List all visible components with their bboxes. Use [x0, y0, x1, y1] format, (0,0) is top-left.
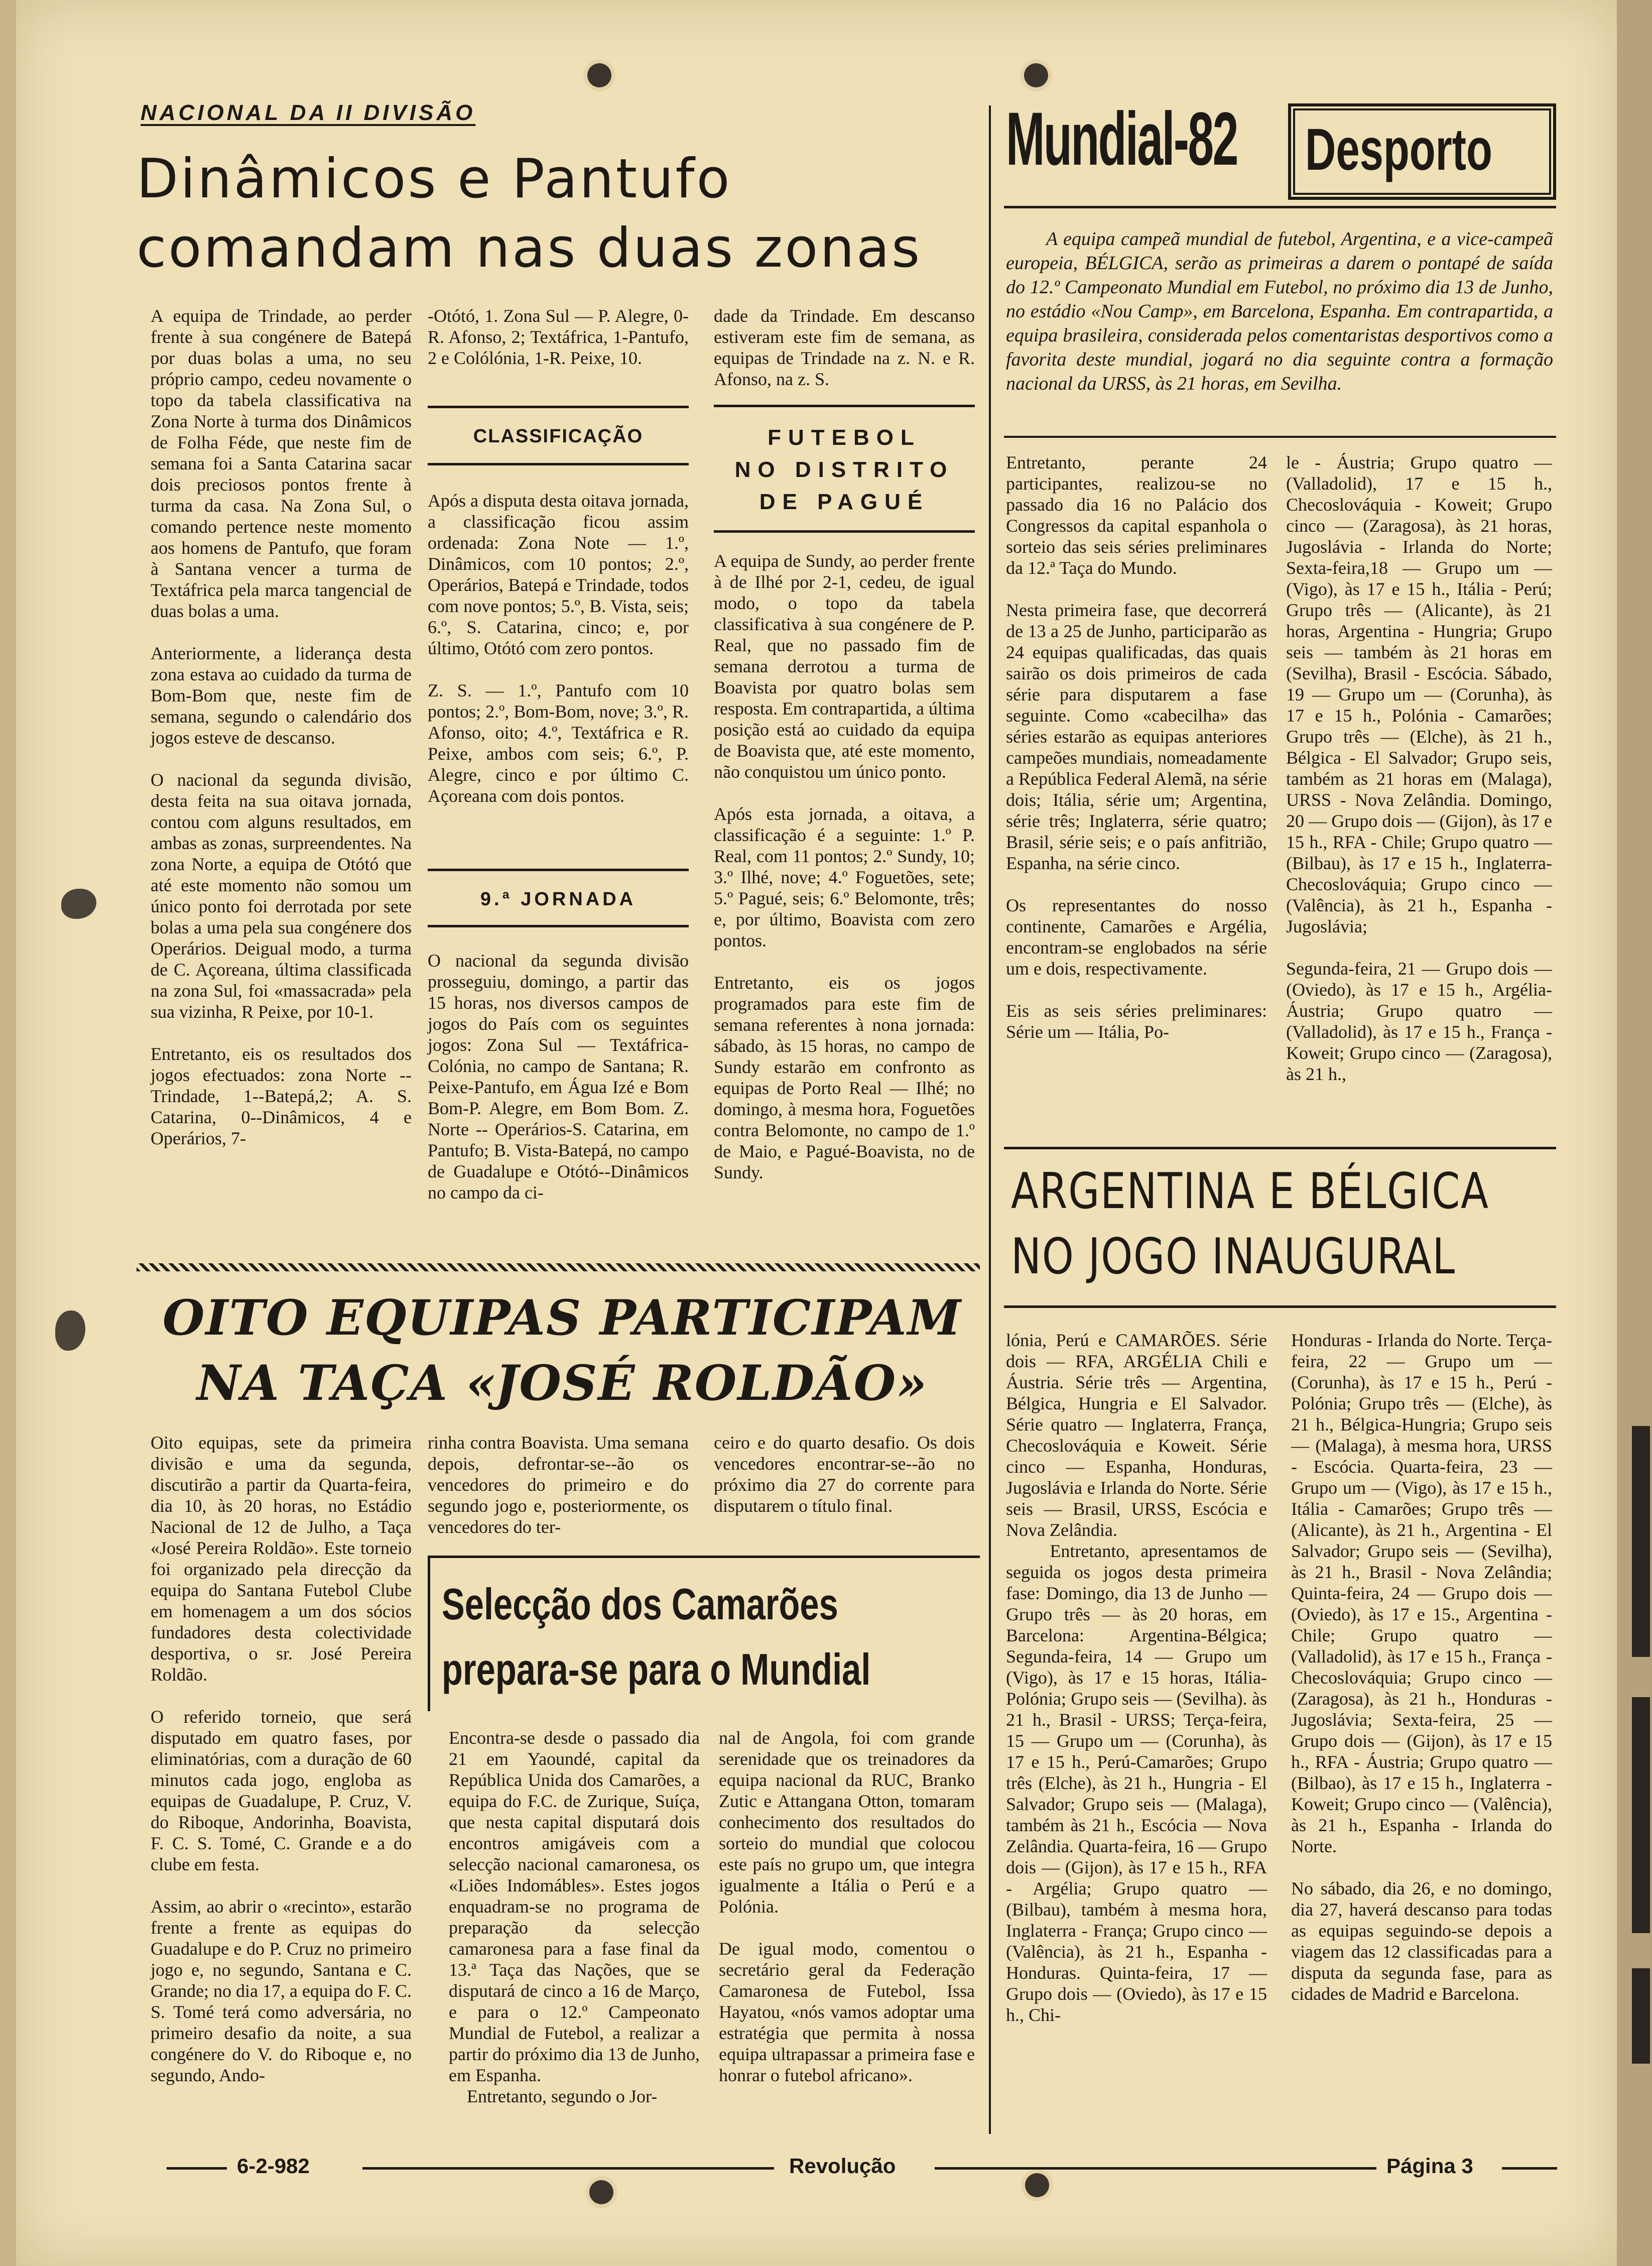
oito-column-3: ceiro e do quarto desafio. Os dois vencedores encontrar-se--ão no próximo dia 27 do corrente para disputarem o título final.	[714, 1433, 979, 1516]
newspaper-page	[16, 0, 1617, 2266]
zigzag-rule	[137, 1263, 980, 1271]
rule	[428, 1556, 980, 1558]
article-column-3-bot: A equipa de Sundy, ao perder frente à de Ilhé por 2-1, cedeu, de igual modo, o topo da tabela classificativa à sua congénere de P. Real, que no passado fim de semana derrotou a turma de Boavista por quatro bolas sem resposta. Em contrapartida, a última posição está ao cuidado da equipa de Boavista que, até este momento, não conquistou um único ponto. Após esta jornada, a oitava, a classificação é a seguinte: 1.º P. Real, com 11 pontos; 2.º Sundy, 10; 3.º Ilhé, nove; 4.º Foguetões, sete; 5.º Pagué, seis; 6.º Belomonte, três; e, por último, Boavista com zero pontos. Entretanto, eis os jogos programados para este fim de semana referentes à nona jornada: sábado, às 15 horas, no campo de Sundy estarão em confronto as equipas de Porto Real — Ilhé; no domingo, à mesma hora, Foguetões contra Belomonte, no campo de 1.º de Maio, e Pagué-Boavista, no de Sundy.	[714, 551, 975, 1182]
footer-page-number: Página 3	[1386, 2154, 1473, 2178]
headline-line-1: Dinâmicos e Pantufo	[137, 148, 732, 210]
rule	[428, 463, 689, 465]
mundial-lead-paragraph: A equipa campeã mundial de futebol, Argentina, e a vice-campeã europeia, BÉLGICA, serão as primeiras a darem o pontapé de saída do 12.º Campeonato Mundial em Futebol, no próximo dia 13 de Junho, no estádio «Nou Camp», em Barcelona, Espanha. Em contrapartida, a equipa brasileira, considerada pelos comentaristas desportivos como a favorita deste mundial, jogará no dia seguinte contra a formação nacional da URSS, às 21 horas, em Sevilha.	[1006, 228, 1553, 394]
rule	[714, 530, 975, 533]
article-column-2-mid: Após a disputa desta oitava jornada, a classificação ficou assim ordenada: Zona Note — 1.º, Dinâmicos, com 10 pontos; 2.º, Operários, Batepá e Trindade, todos com nove pontos; 5.º, B. Vista, seis; 6.º, S. Catarina, cinco; e, por último, Otótó com zero pontos. Z. S. — 1.º, Pantufo com 10 pontos; 2.º, Bom-Bom, nove; 3.º, R. Afonso, oito; 4.º, Textáfrica e R. Peixe, ambos com seis; 6.º, P. Alegre, cinco e por último C. Açoreana com dois pontos.	[428, 491, 689, 806]
rule	[1004, 1147, 1556, 1149]
footer-publication: Revolução	[789, 2154, 896, 2178]
rule	[428, 869, 689, 871]
oito-headline-line-1: OITO EQUIPAS PARTICIPAM	[162, 1289, 962, 1346]
oito-column-2: rinha contra Boavista. Uma semana depois, defrontar-se--ão os vencedores do primeiro e do segundo jogo e, posteriormente, os vencedores do ter-	[428, 1433, 693, 1537]
futebol-line-2: NO DISTRITO	[734, 457, 954, 482]
article-column-2-top: -Otótó, 1. Zona Sul — P. Alegre, 0-R. Afonso, 2; Textáfrica, 1-Pantufo, 2 e Colólónia, 1-R. Peixe, 10.	[428, 306, 693, 368]
camaroes-headline-line-1: Selecção dos Camarões	[442, 1579, 838, 1629]
rule	[428, 925, 689, 927]
article-column-1: A equipa de Trindade, ao perder frente à sua congénere de Batepá por duas bolas a uma, no seu próprio campo, cedeu novamente o topo da tabela classificativa na Zona Norte à turma dos Dinâmicos de Folha Féde, que neste fim de semana foi a Santa Catarina sacar dois preciosos pontos frente à turma da casa. Na Zona Sul, o comando pertence neste momento aos homens de Pantufo, que foram à Santana vencer a turma de Textáfrica pela marca tangencial de duas bolas a uma. Anteriormente, a liderança desta zona estava ao cuidado da turma de Bom-Bom que, neste fim de semana, segundo o calendário dos jogos esteve de descanso. O nacional da segunda divisão, desta feita na sua oitava jornada, contou com alguns resultados, em ambas as zonas, surpreendentes. Na zona Norte, a equipa de Otótó que até este momento não somou um único ponto foi derrotada por sete bolas a uma pela sua congénere dos Operários. Deigual modo, a turma de C. Açoreana, última classificada na zona Sul, foi «massacrada» pela sua vizinha, R Peixe, por 10-1. Entretanto, eis os resultados dos jogos efectuados: zona Norte -- Trindade, 1--Batepá,2; A. S. Catarina, 0--Dinâmicos, 4 e Operários, 7-	[151, 306, 412, 1148]
rule	[1004, 206, 1556, 208]
oito-headline-line-2: NA TAÇA «JOSÉ ROLDÃO»	[196, 1355, 928, 1411]
box-rule-left	[428, 1556, 430, 1711]
mundial-column-2: le - Áustria; Grupo quatro — (Valladolid), 17 e 15 h., Checoslováquia - Koweit; Grupo cinco — (Zaragosa), às 21 horas, Jugoslávia - Irlanda do Norte; Sexta-feira,18 — Grupo um — (Vigo), às 17 e 15 h., Itália - Perú; Grupo três — (Alicante), às 21 horas, Argentina - Hungria; Grupo seis — também às 21 horas em (Sevilha), Brasil - Escócia. Sábado, 19 — Grupo um — (Corunha), às 17 e 15 h., Polónia - Camarões; Grupo três — (Elche), às 21 h., Bélgica - El Salvador; Grupo seis, também as 21 horas em (Malaga), URSS - Nova Zelândia. Domingo, 20 — Grupo dois — (Gijon), às 17 e 15 h., RFA - Chile; Grupo quatro — (Bilbau), às 17 e 15 h., Inglaterra-Checoslováquia; Grupo cinco — (Valência), às 21 h., Espanha - Jugoslávia; Segunda-feira, 21 — Grupo dois — (Oviedo), às 17 e 15 h., Argélia-Áustria; Grupo quatro — (Valladolid), às 17 e 15 h., França - Koweit; Grupo cinco — (Zaragosa), às 21 h.,	[1286, 452, 1552, 1084]
mundial-82-masthead: Mundial-82	[1006, 96, 1237, 181]
argentina-headline-line-2: NO JOGO INAUGURAL	[1011, 1228, 1456, 1285]
oito-column-1: Oito equipas, sete da primeira divisão e uma da segunda, discutirão a partir da Quarta-feira, dia 10, às 20 horas, no Estádio Nacional de 12 de Julho, a Taça «José Pereira Roldão». Este torneio foi organizado pela direcção da equipa do Santana Futebol Clube em homenagem a um dos sócios fundadores desta colectividade desportiva, o sr. José Pereira Roldão. O referido torneio, que será disputado em quatro fases, por eliminatórias, com a duração de 60 minutos cada jogo, engloba as equipas de Guadalupe, P. Cruz, V. do Riboque, Andorinha, Boavista, F. C. S. Tomé, C. Grande e a do clube em festa. Assim, ao abrir o «recinto», estarão frente a frente as equipas do Guadalupe e do P. Cruz no primeiro jogo e, no segundo, Santana e C. Grande; no dia 17, a equipa do F. C. S. Tomé terá como adversária, no primeiro desafio da noite, a sua congénere do V. do Riboque e, no segundo, Ando-	[151, 1433, 412, 2085]
mundial-column-1: Entretanto, perante 24 participantes, realizou-se no passado dia 16 no Palácio dos Congressos da capital espanhola o sorteio das seis séries preliminares da 12.ª Taça do Mundo. Nesta primeira fase, que decorrerá de 13 a 25 de Junho, participarão as 24 equipas qualificadas, das quais sairão os dois primeiros de cada série para disputarem a fase seguinte. Como «cabecilha» das séries estarão as equipas anteriores campeões mundiais, nomeadamente a República Federal Alemã, na série dois; Itália, série um; Argentina, série três; Inglaterra, série quatro; Brasil, série seis; e o país anfitrião, Espanha, na série cinco. Os representantes do nosso continente, Camarões e Argélia, encontram-se englobados na série um e dois, respectivamente. Eis as seis séries preliminares: Série um — Itália, Po-	[1006, 452, 1267, 1042]
rule	[428, 406, 689, 408]
footer-rule	[935, 2167, 1376, 2170]
binder-tab	[1632, 1426, 1650, 1657]
punch-hole	[1025, 2173, 1049, 2197]
futebol-line-1: FUTEBOL	[768, 425, 921, 450]
ink-blot	[61, 889, 96, 919]
rule	[714, 405, 975, 407]
argentina-column-2: Honduras - Irlanda do Norte. Terça-feira, 22 — Grupo um — (Corunha), às 17 e 15 h., Perú - Polónia; Grupo três — (Elche), às 21 h., Bélgica-Hungria; Grupo seis — (Malaga), à mesma hora, URSS - Escócia. Quarta-feira, 23 — Grupo um — (Vigo), às 17 e 15 h., Itália - Camarões; Grupo três — (Alicante), às 21 h., Argentina - El Salvador; Grupo seis — (Sevilha), às 21 h., Brasil - Nova Zelândia; Quinta-feira, 24 — Grupo dois — (Oviedo), às 17 e 15., Argentina - Chile; Grupo quatro — (Valladolid), às 17 e 15 h., França - Checoslováquia; Grupo cinco — (Zaragosa), às 21 h., Honduras - Jugoslávia; Sexta-feira, 25 — Grupo dois — (Gijon), às 17 e 15 h., RFA - Áustria; Grupo quatro — (Bilbao), às 17 e 15 h., Inglaterra - Koweit; Grupo cinco — (Valência), às 21 h., Espanha - Irlanda do Norte. No sábado, dia 26, e no domingo, dia 27, haverá descanso para todas as equipas seguindo-se depois a viagem das 12 classificadas para a disputa da segunda fase, para as cidades de Madrid e Barcelona.	[1291, 1330, 1552, 2004]
ink-blot	[55, 1310, 85, 1351]
argentina-column-1: lónia, Perú e CAMARÕES. Série dois — RFA, ARGÉLIA Chili e Áustria. Série três — Argentina, Bélgica, Hungria e El Salvador. Série quatro — Inglaterra, França, Checoslováquia e Koweit. Série cinco — Espanha, Honduras, Jugoslávia e Irlanda do Norte. Série seis — Brasil, URSS, Escócia e Nova Zelândia. Entretanto, apresentamos de seguida os jogos desta primeira fase: Domingo, dia 13 de Junho — Grupo três — às 20 horas, em Barcelona: Argentina-Bélgica; Segunda-feira, 14 — Grupo um (Vigo), às 17 e 15 horas, Itália-Polónia; Grupo seis — (Sevilha). às 21 h., Brasil - URSS; Terça-feira, 15 — Grupo um — (Corunha), às 17 e 15 h., Perú-Camarões; Grupo três (Elche), às 21 h., Hungria - El Salvador; Grupo seis — (Malaga), também às 21 h., Escócia — Nova Zelândia. Quarta-feira, 16 — Grupo dois — (Gijon), às 17 e 15 h., RFA - Argélia; Grupo quatro — (Bilbau), também à mesma hora, Inglaterra - França; Grupo cinco — (Valência), às 21 h., Espanha - Honduras. Quinta-feira, 17 — Grupo dois — (Oviedo), às 17 e 15 h., Chi-	[1006, 1330, 1267, 2025]
classificacao-heading: CLASSIFICAÇÃO	[473, 426, 644, 447]
column-separator	[989, 105, 991, 2134]
headline-line-2: comandam nas duas zonas	[137, 217, 922, 280]
oito-headline	[141, 1285, 984, 1416]
section-kicker: NACIONAL DA II DIVISÃO	[141, 100, 476, 125]
binder-tab	[1632, 1968, 1650, 2064]
footer-rule	[1502, 2167, 1557, 2170]
footer-date: 6-2-982	[237, 2154, 310, 2178]
rule	[1004, 436, 1556, 438]
futebol-heading	[714, 422, 975, 518]
desporto-section-title: Desporto	[1305, 116, 1492, 183]
article-column-3-top: dade da Trindade. Em descanso estiveram este fim de semana, as equipas de Trindade na z. N. e R. Afonso, na z. S.	[714, 306, 979, 389]
article-column-2-bot: O nacional da segunda divisão prosseguiu, domingo, a partir das 15 horas, nos diversos campos de jogos do País com os seguintes jogos: Zona Sul — Textáfrica-Colónia, no campo de Santana; R. Peixe-Pantufo, em Água Izé e Bom Bom-P. Alegre, em Bom Bom. Z. Norte -- Operários-S. Catarina, em Pantufo; B. Vista-Batepá, no campo de Guadalupe e Otótó--Dinâmicos no campo da ci-	[428, 950, 693, 1203]
argentina-headline	[1011, 1159, 1489, 1289]
rule	[1004, 1305, 1556, 1308]
futebol-line-3: DE PAGUÉ	[759, 490, 930, 514]
punch-hole	[587, 63, 611, 87]
footer-rule	[167, 2167, 227, 2170]
punch-hole	[1024, 63, 1048, 87]
camaroes-column-2: nal de Angola, foi com grande serenidade que os treinadores da equipa nacional da RUC, Branko Zutic e Attangana Otton, tomaram conhecimento dos resultados do sorteio do mundial que colocou este país no grupo um, que integra igualmente a Itália o Perú e a Polónia. De igual modo, comentou o secretário geral da Federação Camaronesa de Futebol, Issa Hayatou, «nós vamos adoptar uma estratégia que permita à nossa equipa ultrapassar a primeira fase e honrar o futebol africano».	[719, 1728, 975, 2085]
camaroes-headline	[442, 1572, 870, 1702]
binder-tab	[1632, 1697, 1650, 1933]
footer-rule	[362, 2167, 774, 2170]
argentina-headline-line-1: ARGENTINA E BÉLGICA	[1011, 1163, 1489, 1220]
punch-hole	[589, 2180, 613, 2204]
article-headline	[137, 145, 990, 283]
camaroes-column-1: Encontra-se desde o passado dia 21 em Yaoundé, capital da República Unida dos Camarões, a equipa do F.C. de Zurique, Suíça, que nesta capital disputará dois encontros amigáveis com a selecção nacional camaronesa, os «Liões Indomábles». Estes jogos enquadram-se no programa de preparação da selecção camaronesa para a fase final da 13.ª Taça das Nações, que se disputará de cinco a 16 de Março, e para o 12.º Campeonato Mundial de Futebol, a realizar a partir do próximo dia 13 de Junho, em Espanha. Entretanto, segundo o Jor-	[449, 1728, 700, 2106]
camaroes-headline-line-2: prepara-se para o Mundial	[442, 1644, 871, 1694]
jornada-heading: 9.ª JORNADA	[480, 889, 637, 910]
